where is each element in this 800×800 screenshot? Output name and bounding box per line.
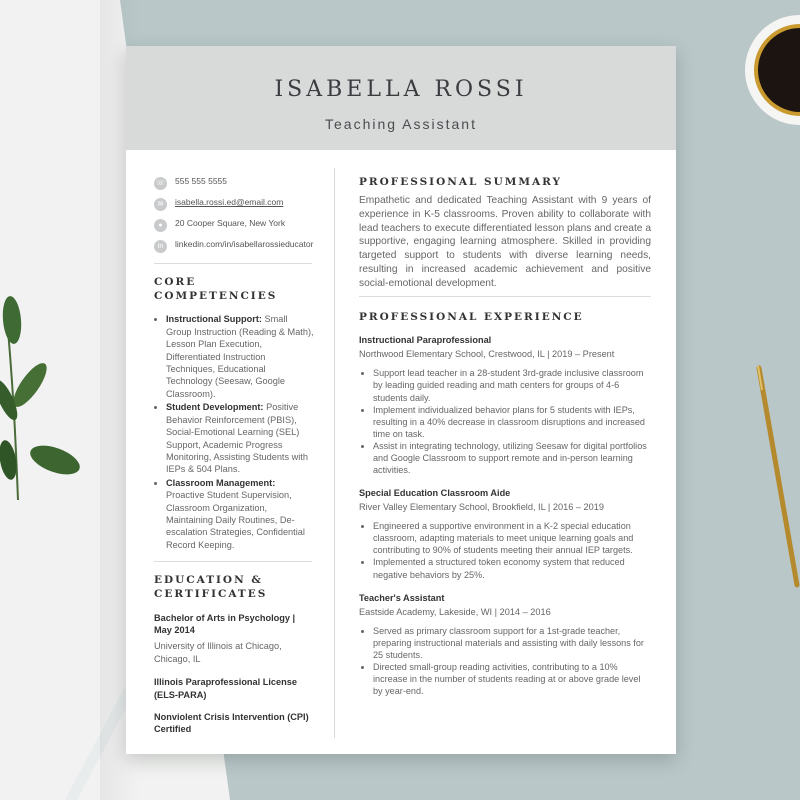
education-heading: EDUCATION & CERTIFICATES bbox=[154, 574, 268, 600]
phone-icon: ☏ bbox=[154, 177, 167, 190]
email-icon: ✉ bbox=[154, 198, 167, 211]
competencies-list bbox=[154, 313, 314, 551]
certificate-block bbox=[154, 711, 314, 736]
competency-text: Small Group Instruction (Reading & Math), Lesson Plan Execution, Differentiated Instruction Techniques, Educational Technology (Seesaw, Google Classroom). bbox=[166, 314, 314, 399]
competency-label: Student Development: bbox=[166, 402, 264, 413]
job-bullets bbox=[359, 367, 651, 476]
contact-row bbox=[154, 197, 314, 211]
competency-label: Classroom Management: bbox=[166, 477, 276, 488]
list-item bbox=[166, 401, 314, 476]
contact-row bbox=[154, 218, 314, 232]
list-item: • Engineered a supportive environment in a K-2 special education classroom, adapting materials to meet unique learning goals and contributing to 90% of students meeting their annual IEP targets. bbox=[373, 520, 651, 556]
certificate-2: Nonviolent Crisis Intervention (CPI) Certified bbox=[154, 712, 309, 735]
job-employer: Eastside Academy, Lakeside, WI | 2014 – 2016 bbox=[359, 606, 551, 617]
job-bullets bbox=[359, 625, 651, 698]
job-position: Special Education Classroom Aide bbox=[359, 488, 511, 499]
list-item: • Served as primary classroom support for a 1st-grade teacher, preparing instructional materials and assisting with daily lessons for 25 students. bbox=[373, 625, 651, 661]
section-divider bbox=[154, 561, 312, 562]
list-item: • Support lead teacher in a 28-student 3rd-grade inclusive classroom by leading guided reading and math centers for groups of 4-6 students daily. bbox=[373, 367, 651, 403]
resume-page bbox=[126, 46, 676, 754]
competencies-heading: CORE COMPETENCIES bbox=[154, 276, 278, 302]
plant-decoration bbox=[0, 290, 90, 510]
contact-row bbox=[154, 239, 314, 253]
job-entry bbox=[359, 593, 651, 698]
certificate-block bbox=[154, 676, 314, 701]
list-item: • Assist in integrating technology, utilizing Seesaw for digital portfolios and Google Classroom to support remote and in-person learning activities. bbox=[373, 440, 651, 476]
right-column bbox=[359, 176, 651, 697]
contact-info bbox=[154, 176, 314, 253]
job-employer: River Valley Elementary School, Brookfield, IL | 2016 – 2019 bbox=[359, 502, 604, 513]
pen-decoration bbox=[745, 360, 800, 600]
education-degree: Bachelor of Arts in Psychology | May 2014 bbox=[154, 612, 296, 635]
competency-label: Instructional Support: bbox=[166, 314, 262, 325]
contact-address: 20 Cooper Square, New York bbox=[175, 218, 286, 228]
resume-header bbox=[126, 46, 676, 150]
job-position: Instructional Paraprofessional bbox=[359, 335, 492, 346]
section-divider bbox=[154, 263, 312, 264]
education-school: University of Illinois at Chicago, Chicago, IL bbox=[154, 641, 282, 665]
list-item: • Implement individualized behavior plans for 5 students with IEPs, resulting in a 40% decrease in classroom disruptions and increased time on task. bbox=[373, 404, 651, 440]
job-position: Teacher's Assistant bbox=[359, 592, 445, 603]
candidate-name: ISABELLA ROSSI bbox=[274, 77, 528, 102]
section-divider bbox=[359, 296, 651, 297]
summary-heading: PROFESSIONAL SUMMARY bbox=[359, 176, 563, 188]
list-item bbox=[166, 313, 314, 400]
list-item bbox=[166, 477, 314, 552]
summary-text: Empathetic and dedicated Teaching Assistant with 9 years of experience in K-5 classrooms. Proven ability to collaborate with lead teachers to execute differentiated lesson plans and create a supportive, engaging learning atmosphere. Skilled in providing targeted support to students with diverse learning needs, resulting in increased academic achievement and positive social-emotional development. bbox=[359, 195, 651, 289]
coffee-cup-decoration bbox=[745, 0, 800, 150]
location-icon: ● bbox=[154, 219, 167, 232]
contact-email[interactable]: isabella.rossi.ed@email.com bbox=[175, 197, 284, 207]
contact-row bbox=[154, 176, 314, 190]
competency-text: Positive Behavior Reinforcement (PBIS), Social-Emotional Learning (SEL) Support, Academic Progress Monitoring, Assisting Students with IEPs & 504 Plans. bbox=[166, 402, 308, 475]
job-entry bbox=[359, 335, 651, 476]
job-entry bbox=[359, 488, 651, 580]
job-title: Teaching Assistant bbox=[325, 116, 477, 132]
competency-text: Proactive Student Supervision, Classroom Organization, Maintaining Daily Routines, De-escalation Strategies, Confidential Record Keeping. bbox=[166, 490, 305, 550]
contact-linkedin[interactable]: linkedin.com/in/isabellarossieducator bbox=[175, 239, 314, 249]
job-bullets bbox=[359, 520, 651, 580]
certificate-1: Illinois Paraprofessional License (ELS-PARA) bbox=[154, 677, 297, 700]
list-item: • Directed small-group reading activities, contributing to a 10% increase in the number of students reading at or above grade level by year-end. bbox=[373, 661, 651, 697]
experience-heading: PROFESSIONAL EXPERIENCE bbox=[359, 311, 584, 324]
list-item: • Implemented a structured token economy system that reduced negative behaviors by 25%. bbox=[373, 556, 651, 580]
column-divider bbox=[334, 168, 335, 738]
left-column bbox=[154, 176, 314, 736]
job-employer: Northwood Elementary School, Crestwood, IL | 2019 – Present bbox=[359, 349, 615, 360]
education-degree-block bbox=[154, 612, 314, 667]
linkedin-icon: in bbox=[154, 240, 167, 253]
contact-phone: 555 555 5555 bbox=[175, 176, 227, 186]
